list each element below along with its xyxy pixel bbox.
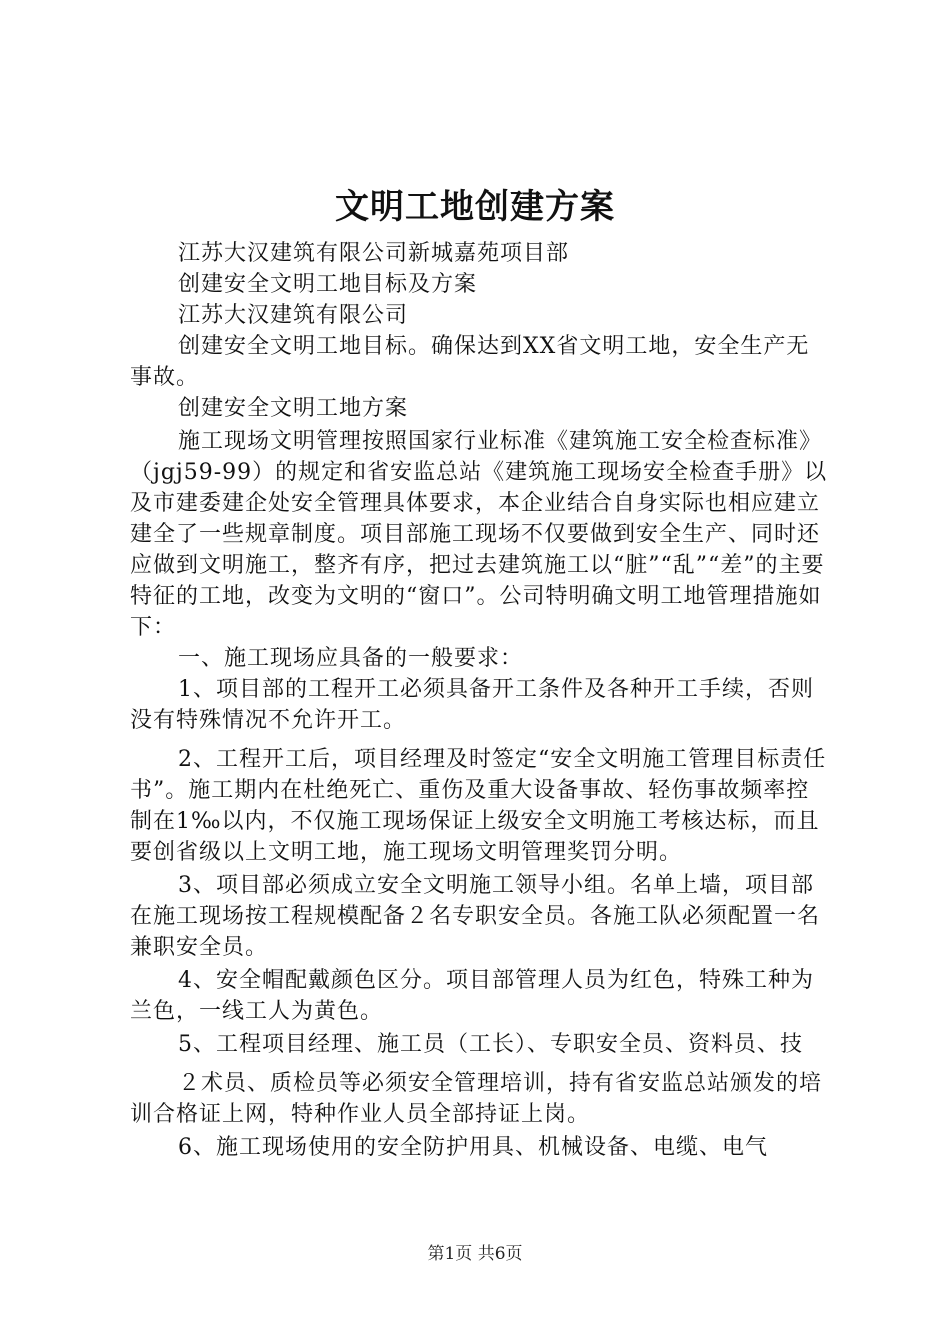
paragraph-goal: 创建安全文明工地目标。确保达到XX省文明工地，安全生产无事故。: [130, 334, 810, 390]
paragraph-requirement-4: 4、安全帽配戴颜色区分。项目部管理人员为红色，特殊工种为兰色，一线工人为黄色。: [130, 968, 814, 1024]
paragraph-goal-heading: 创建安全文明工地目标及方案: [178, 272, 478, 297]
paragraph-requirement-2: 2、工程开工后，项目经理及时签定“安全文明施工管理目标责任书”。施工期内在杜绝死亡、重伤及重大设备事故、轻伤事故频率控制在1‰以内，不仅施工现场保证上级安全文明施工考核达标，而且要创省级以上文明工地，施工现场文明管理奖罚分明。: [130, 747, 827, 865]
paragraph-requirement-6: 6、施工现场使用的安全防护用具、机械设备、电缆、电气: [178, 1135, 768, 1160]
page-footer: 第1页 共6页: [427, 1244, 523, 1264]
paragraph-requirement-5: 5、工程项目经理、施工员（工长）、专职安全员、资料员、技: [178, 1032, 803, 1057]
paragraph-company-name: 江苏大汉建筑有限公司: [178, 303, 409, 328]
paragraph-management-overview: 施工现场文明管理按照国家行业标准《建筑施工安全检查标准》（jgj59-99）的规定和省安监总站《建筑施工现场安全检查手册》以及市建委建企处安全管理具体要求，本企业结合自身实际也相应建立建全了一些规章制度。项目部施工现场不仅要做到安全生产、同时还应做到文明施工，整齐有序，把过去建筑施工以“脏”“乱”“差”的主要特征的工地，改变为文明的“窗口”。公司特明确文明工地管理措施如下：: [130, 429, 828, 640]
paragraph-project-department: 江苏大汉建筑有限公司新城嘉苑项目部: [178, 241, 570, 266]
paragraph-general-requirements-heading: 一、施工现场应具备的一般要求：: [178, 646, 524, 671]
document-title: 文明工地创建方案: [335, 187, 615, 227]
paragraph-requirement-3: 3、项目部必须成立安全文明施工领导小组。名单上墙，项目部在施工现场按工程规模配备２名专职安全员。各施工队必须配置一名兼职安全员。: [130, 873, 821, 960]
paragraph-requirement-1: 1、项目部的工程开工必须具备开工条件及各种开工手续，否则没有特殊情况不允许开工。: [130, 677, 814, 733]
paragraph-requirement-5-continued: ２术员、质检员等必须安全管理培训，持有省安监总站颁发的培训合格证上网，特种作业人员全部持证上岗。: [130, 1071, 823, 1127]
paragraph-plan-heading: 创建安全文明工地方案: [178, 396, 409, 421]
document-body: [130, 238, 830, 1163]
